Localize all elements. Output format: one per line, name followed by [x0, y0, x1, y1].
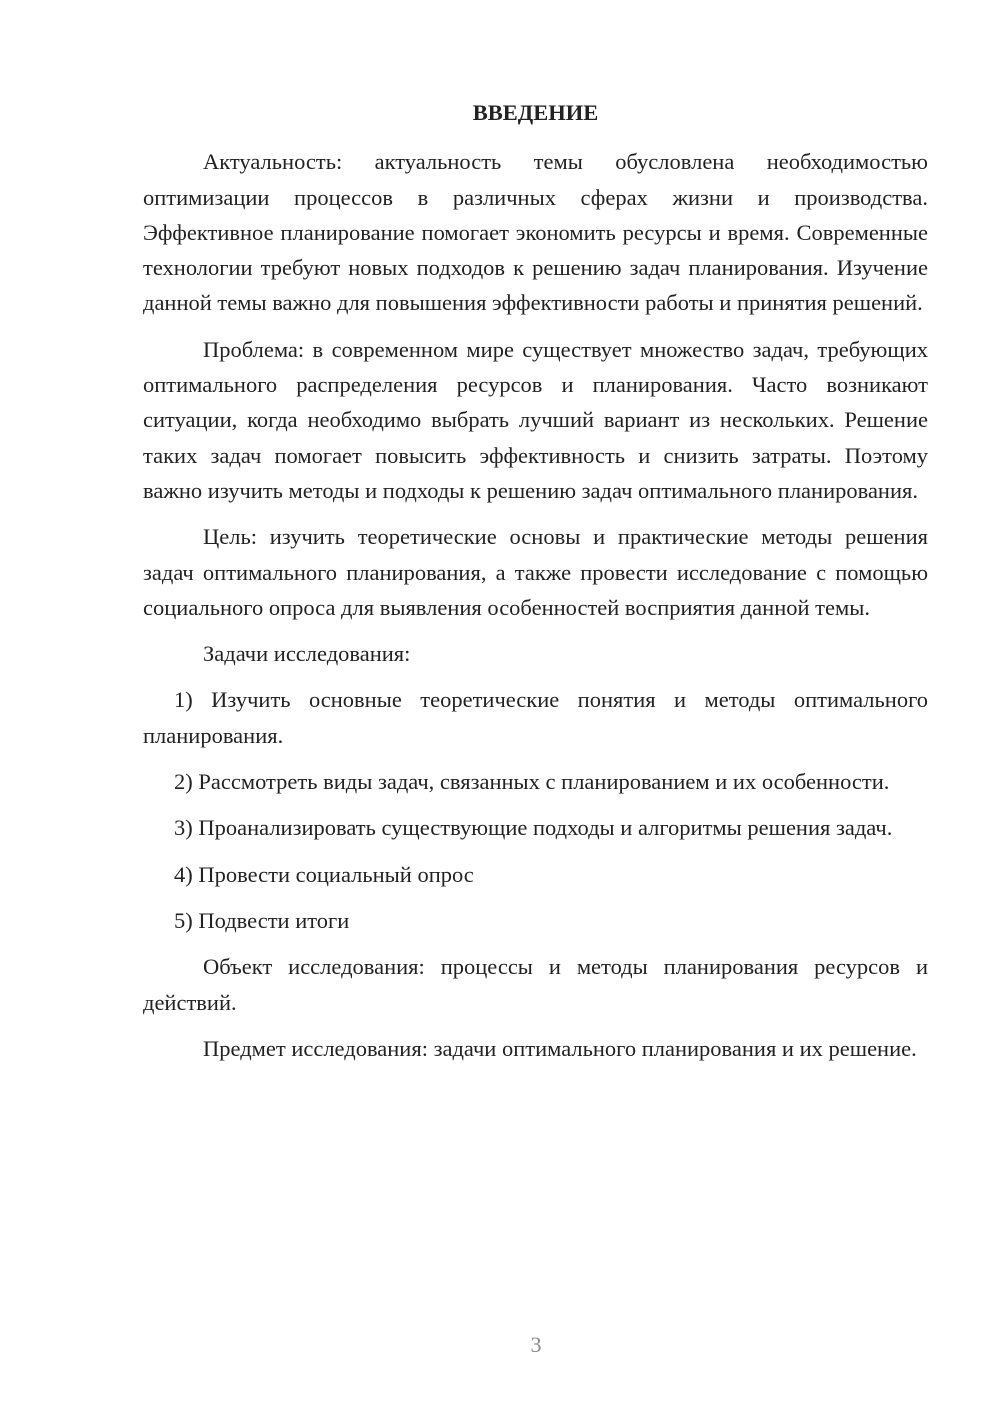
task-item-1: 1) Изучить основные теоретические понятия и методы оптимального планирования.: [143, 687, 928, 748]
subject-paragraph: Предмет исследования: задачи оптимального планирования и их решение.: [203, 1035, 917, 1061]
document-body: [143, 95, 928, 1077]
task-item-4: 4) Провести социальный опрос: [174, 861, 474, 887]
task-item-5: 5) Подвести итоги: [174, 907, 350, 933]
relevance-paragraph: Актуальность: актуальность темы обусловлена необходимостью оптимизации процессов в различных сферах жизни и производства. Эффективное планирование помогает экономить ресурсы и время. Современные технологии требуют новых подходов к решению задач планирования. Изучение данной темы важно для повышения эффективности работы и принятия решений.: [143, 149, 928, 316]
section-title: ВВЕДЕНИЕ: [472, 100, 599, 125]
page-number: 3: [530, 1332, 542, 1357]
task-item-3: 3) Проанализировать существующие подходы и алгоритмы решения задач.: [174, 815, 893, 841]
goal-paragraph: Цель: изучить теоретические основы и практические методы решения задач оптимального планирования, а также провести исследование с помощью социального опроса для выявления особенностей восприятия данной темы.: [143, 524, 928, 620]
object-paragraph: Объект исследования: процессы и методы планирования ресурсов и действий.: [143, 954, 928, 1015]
tasks-heading: Задачи исследования:: [203, 641, 411, 667]
task-item-2: 2) Рассмотреть виды задач, связанных с планированием и их особенности.: [174, 769, 890, 795]
problem-paragraph: Проблема: в современном мире существует множество задач, требующих оптимального распределения ресурсов и планирования. Часто возникают ситуации, когда необходимо выбрать лучший вариант из нескольких. Решение таких задач помогает повысить эффективность и снизить затраты. Поэтому важно изучить методы и подходы к решению задач оптимального планирования.: [143, 336, 928, 503]
